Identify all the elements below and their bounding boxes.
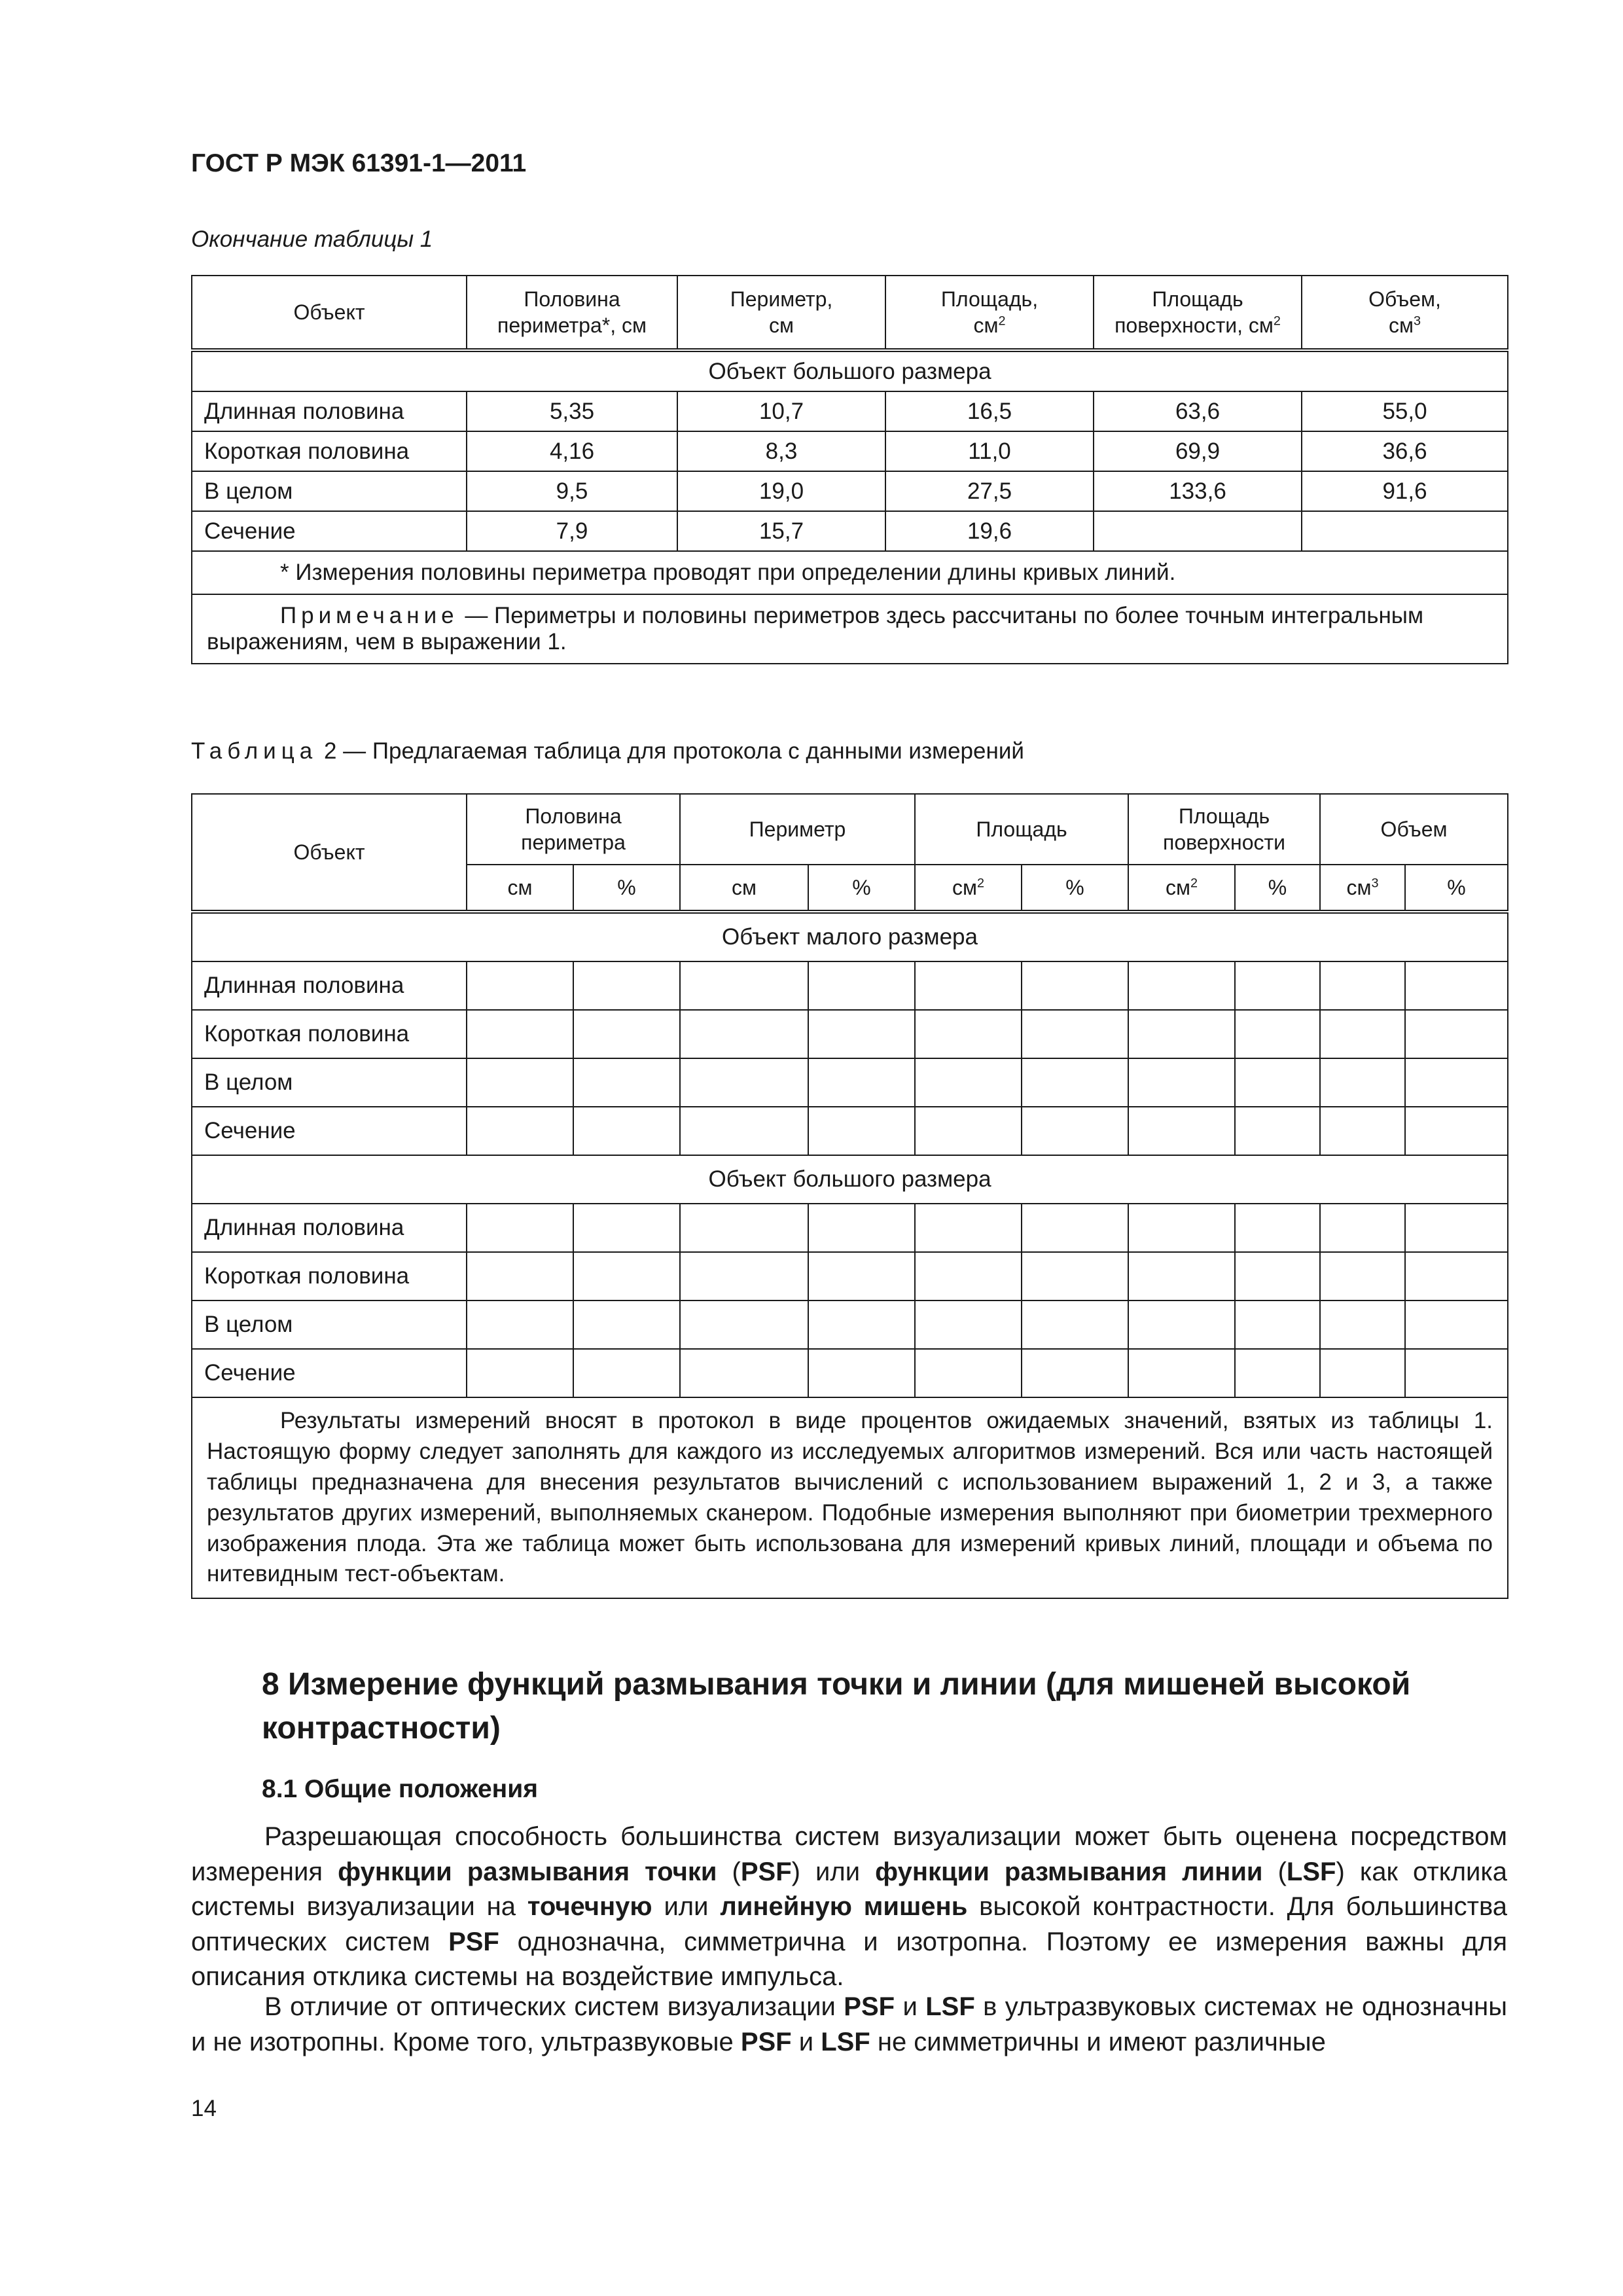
table-row	[192, 1349, 1508, 1397]
cell-surface	[1094, 511, 1302, 551]
cell-perimeter: 8,3	[677, 431, 885, 471]
cell-area: 19,6	[885, 511, 1094, 551]
cell-surface: 69,9	[1094, 431, 1302, 471]
cell-volume	[1302, 511, 1508, 551]
document-header: ГОСТ Р МЭК 61391-1—2011	[191, 149, 527, 177]
unit-pct: %	[1235, 865, 1320, 912]
cell-area: 27,5	[885, 471, 1094, 511]
unit-pct: %	[573, 865, 680, 912]
row-label: Длинная половина	[192, 961, 467, 1010]
note-label: Примечание	[280, 603, 459, 628]
note-text: — Периметры и половины периметров здесь рассчитаны по более точным интегральным выражениям, чем в выражении 1.	[207, 603, 1424, 655]
cell-perimeter: 10,7	[677, 391, 885, 431]
table-row	[192, 431, 1508, 471]
section-8-title: 8 Измерение функций размывания точки и линии (для мишеней высокой контрастности)	[262, 1667, 1411, 1746]
table1-header-perimeter: Периметр, см	[677, 276, 885, 350]
cell-surface: 63,6	[1094, 391, 1302, 431]
table1-header-object: Объект	[192, 276, 467, 350]
table-row	[192, 961, 1508, 1010]
table1-header-surface: Площадь поверхности, $см^2$	[1094, 276, 1302, 350]
table2-header-surface: Площадь поверхности	[1128, 794, 1320, 865]
cell-volume: 36,6	[1302, 431, 1508, 471]
table2	[191, 793, 1508, 1599]
paragraph-2: В отличие от оптических систем визуализации PSF и LSF в ультразвуковых системах не однозначны и не изотропны. Кроме того, ультразвуковые PSF и LSF не симметричны и имеют различные	[191, 1992, 1508, 2056]
table-row	[192, 471, 1508, 511]
table-row	[192, 391, 1508, 431]
row-label: Короткая половина	[192, 431, 467, 471]
row-label: В целом	[192, 1058, 467, 1107]
cell-half-perimeter: 4,16	[467, 431, 677, 471]
table1	[191, 275, 1508, 664]
unit-cm: см	[467, 865, 573, 912]
table1-header-half-perimeter: Половина периметра*, см	[467, 276, 677, 350]
cell-area: 11,0	[885, 431, 1094, 471]
cell-volume: 55,0	[1302, 391, 1508, 431]
cell-volume: 91,6	[1302, 471, 1508, 511]
unit-cm2: $см^2$	[1128, 865, 1235, 912]
table2-header-perimeter: Периметр	[680, 794, 915, 865]
table2-header-area: Площадь	[915, 794, 1128, 865]
unit-pct: %	[1022, 865, 1128, 912]
unit-pct: %	[1405, 865, 1508, 912]
table2-header-volume: Объем	[1320, 794, 1508, 865]
table1-footnote: * Измерения половины периметра проводят при определении длины кривых линий.	[192, 551, 1508, 594]
row-label: Короткая половина	[192, 1252, 467, 1300]
row-label: Короткая половина	[192, 1010, 467, 1058]
table2-caption-label: Таблица	[191, 738, 318, 764]
table2-section-small: Объект малого размера	[192, 912, 1508, 961]
cell-perimeter: 15,7	[677, 511, 885, 551]
table-row	[192, 1058, 1508, 1107]
cell-surface: 133,6	[1094, 471, 1302, 511]
table-row	[192, 1252, 1508, 1300]
table1-header-volume: Объем, $см^3$	[1302, 276, 1508, 350]
table2-caption-text: 2 — Предлагаемая таблица для протокола с данными измерений	[317, 738, 1024, 764]
table-row	[192, 511, 1508, 551]
cell-area: 16,5	[885, 391, 1094, 431]
row-label: Сечение	[192, 1107, 467, 1155]
unit-pct: %	[808, 865, 915, 912]
row-label: В целом	[192, 1300, 467, 1349]
table-row	[192, 1010, 1508, 1058]
page-number: 14	[191, 2096, 217, 2121]
row-label: Длинная половина	[192, 1204, 467, 1252]
cell-perimeter: 19,0	[677, 471, 885, 511]
unit-cm3: $см^3$	[1320, 865, 1405, 912]
table-row	[192, 1204, 1508, 1252]
table1-header-area: Площадь, $см^2$	[885, 276, 1094, 350]
section-8-1-title: 8.1 Общие положения	[262, 1775, 538, 1803]
row-label: Длинная половина	[192, 391, 467, 431]
table2-section-large: Объект большого размера	[192, 1155, 1508, 1204]
cell-half-perimeter: 7,9	[467, 511, 677, 551]
row-label: Сечение	[192, 1349, 467, 1397]
cell-half-perimeter: 5,35	[467, 391, 677, 431]
row-label: В целом	[192, 471, 467, 511]
table1-caption: Окончание таблицы 1	[191, 226, 433, 252]
table2-header-row	[192, 794, 1508, 865]
table1-note	[192, 594, 1508, 664]
table-row	[192, 1300, 1508, 1349]
unit-cm: см	[680, 865, 808, 912]
unit-cm2: $см^2$	[915, 865, 1022, 912]
table2-caption	[191, 738, 1024, 764]
table2-header-half-perimeter: Половина периметра	[467, 794, 680, 865]
table1-header-row	[192, 276, 1508, 350]
table2-note: Результаты измерений вносят в протокол в виде процентов ожидаемых значений, взятых из таблицы 1. Настоящую форму следует заполнять для каждого из исследуемых алгоритмов измерений. Вся или часть настоящей таблицы предназначена для внесения результатов вычислений с использованием выражений 1, 2 и 3, а также результатов других измерений, выполняемых сканером. Подобные измерения выполняют при биометрии трехмерного изображения плода. Эта же таблица может быть использована для измерений кривых линий, площади и объема по нитевидным тест-объектам.	[192, 1397, 1508, 1598]
table-row	[192, 1107, 1508, 1155]
table1-section-title: Объект большого размера	[192, 350, 1508, 391]
row-label: Сечение	[192, 511, 467, 551]
paragraph-1: Разрешающая способность большинства систем визуализации может быть оценена посредством измерения функции размывания точки (PSF) или функции размывания линии (LSF) как отклика системы визуализации на точечную или линейную мишень высокой контрастности. Для большинства оптических систем PSF однозначна, симметрична и изотропна. Поэтому ее измерения важны для описания отклика системы на воздействие импульса.	[191, 1822, 1508, 1992]
cell-half-perimeter: 9,5	[467, 471, 677, 511]
table2-header-object: Объект	[192, 794, 467, 912]
